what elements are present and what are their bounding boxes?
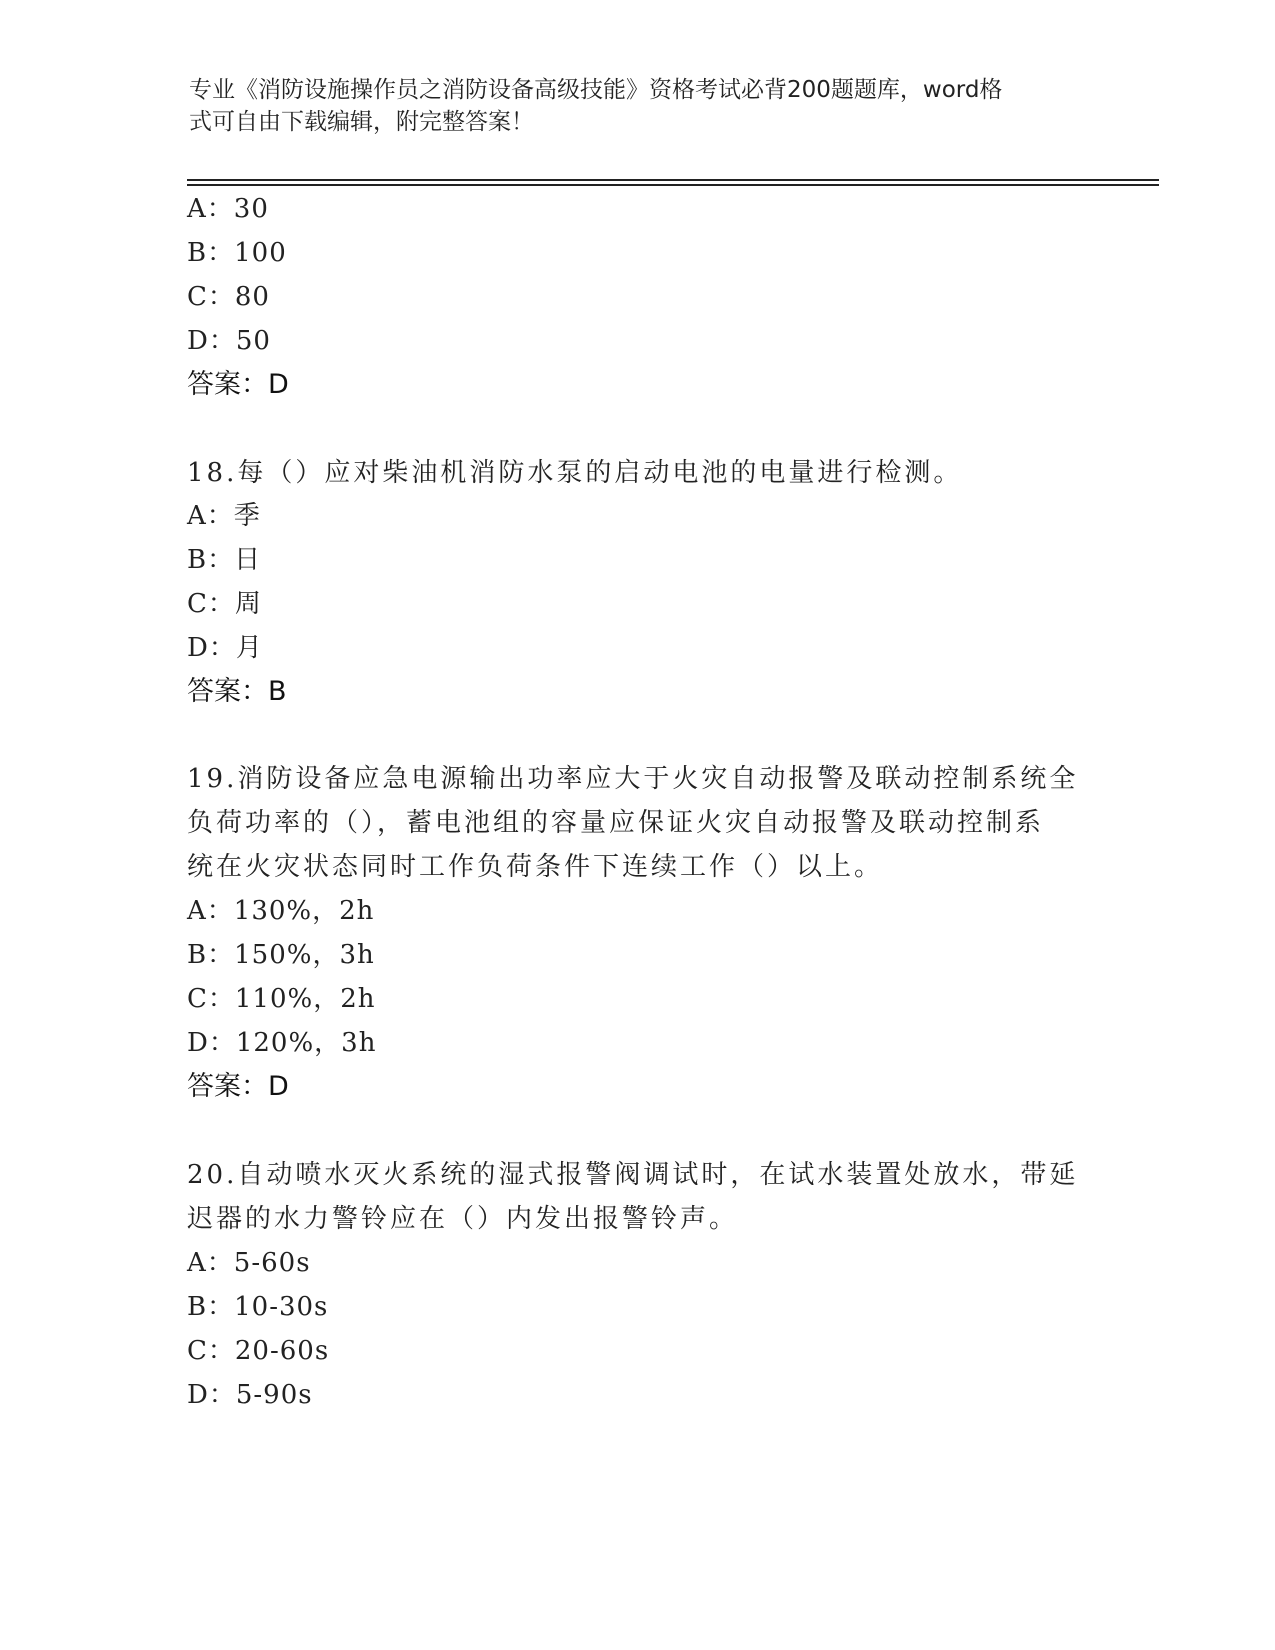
option-c: C：80 <box>187 282 270 312</box>
header-rule-top <box>187 179 1159 181</box>
question-19-text-line-3: 统在火灾状态同时工作负荷条件下连续工作（）以上。 <box>187 852 884 882</box>
answer-line: 答案：B <box>187 676 287 707</box>
document-header <box>189 74 1069 138</box>
option-a: A：30 <box>187 194 269 224</box>
header-rule-bottom <box>187 184 1159 186</box>
option-a: A：季 <box>187 501 261 531</box>
option-c: C：20-60s <box>187 1336 330 1366</box>
question-20-text-line-1: 20.自动喷水灭火系统的湿式报警阀调试时，在试水装置处放水，带延 <box>187 1160 1079 1190</box>
header-line-1: 专业《消防设施操作员之消防设备高级技能》资格考试必背200题题库，word格 <box>189 77 1003 103</box>
question-19-text-line-2: 负荷功率的（），蓄电池组的容量应保证火灾自动报警及联动控制系 <box>187 808 1045 838</box>
option-d: D：120%，3h <box>187 1028 377 1058</box>
question-18-text: 18.每（）应对柴油机消防水泵的启动电池的电量进行检测。 <box>187 458 963 488</box>
option-d: D：月 <box>187 633 263 663</box>
answer-line: 答案：D <box>187 369 289 400</box>
option-c: C：周 <box>187 589 262 619</box>
option-b: B：10-30s <box>187 1292 329 1322</box>
option-b: B：150%，3h <box>187 940 375 970</box>
option-d: D：5-90s <box>187 1380 313 1410</box>
header-line-2: 式可自由下载编辑，附完整答案！ <box>189 109 534 135</box>
option-a: A：5-60s <box>187 1248 311 1278</box>
option-c: C：110%，2h <box>187 984 376 1014</box>
question-20-text-line-2: 迟器的水力警铃应在（）内发出报警铃声。 <box>187 1204 739 1234</box>
answer-line: 答案：D <box>187 1071 289 1102</box>
question-19-text-line-1: 19.消防设备应急电源输出功率应大于火灾自动报警及联动控制系统全 <box>187 764 1079 794</box>
option-b: B：日 <box>187 545 262 575</box>
option-b: B：100 <box>187 238 287 268</box>
option-d: D：50 <box>187 326 271 356</box>
option-a: A：130%，2h <box>187 896 375 926</box>
